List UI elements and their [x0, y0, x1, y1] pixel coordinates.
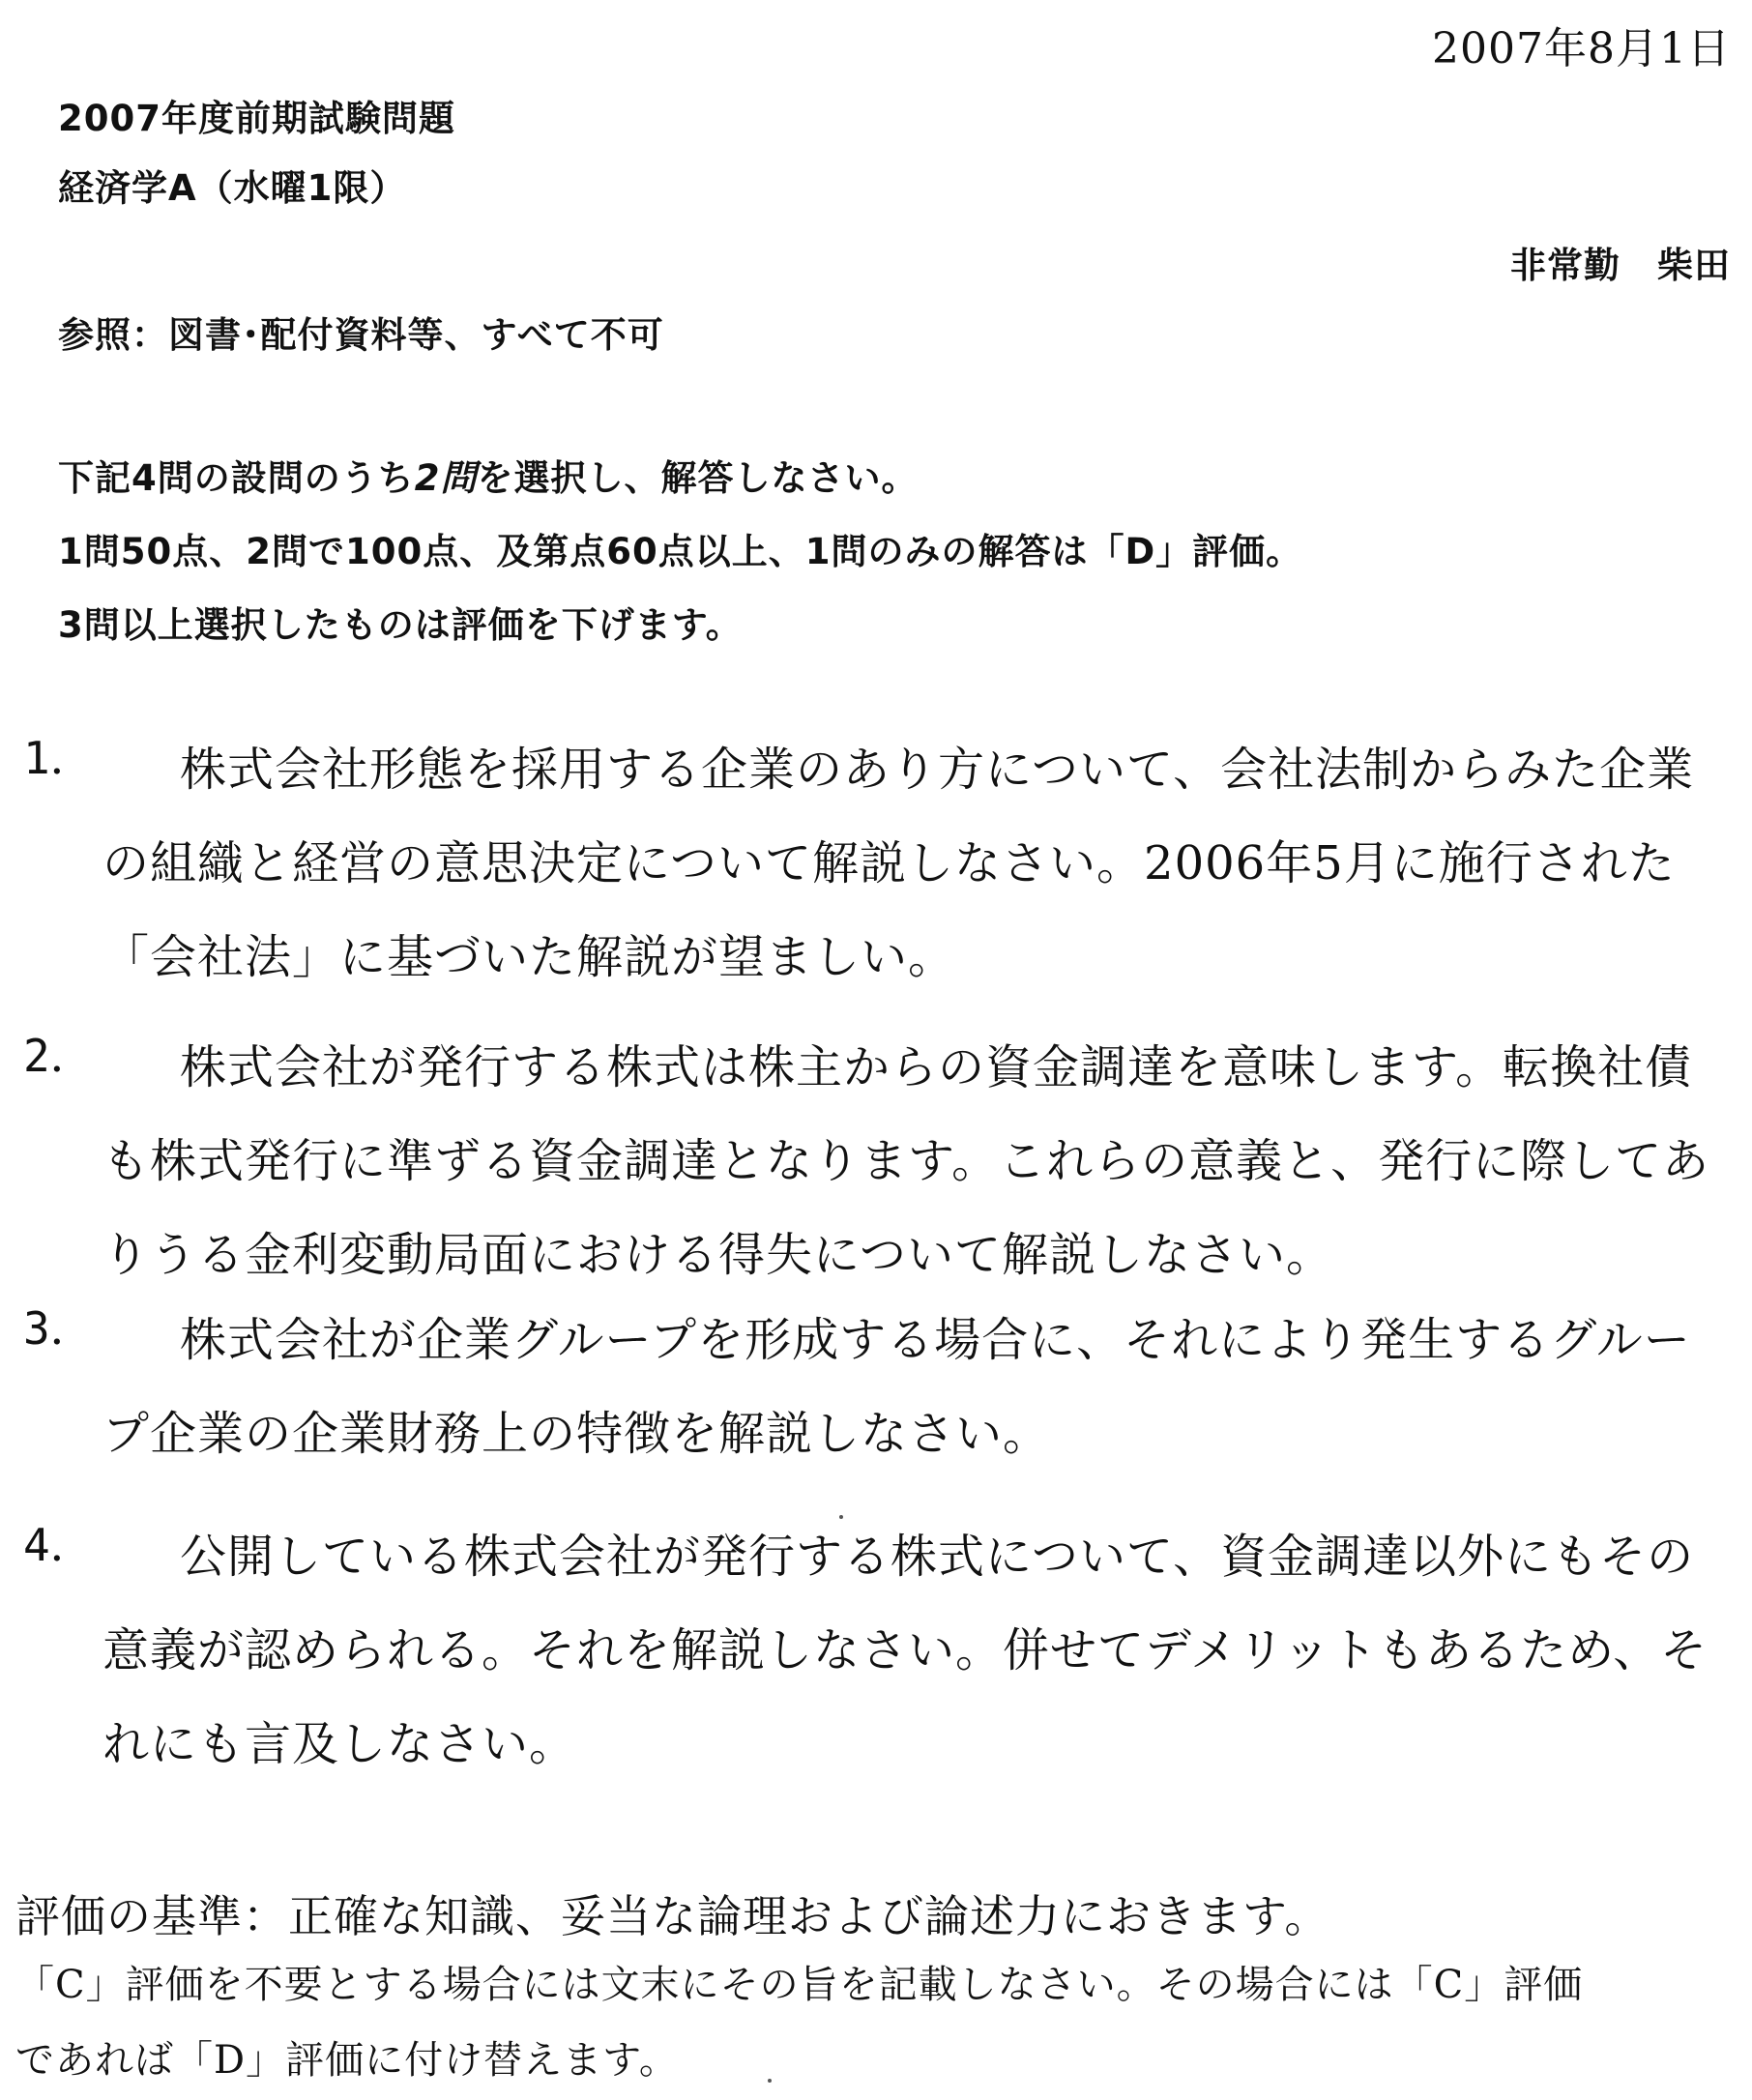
grading-criteria — [15, 1885, 1746, 2098]
criteria-note-line-1: 「C」評価を不要とする場合には文末にその旨を記載しなさい。その場合には「C」評価 — [15, 1963, 1584, 2007]
question-text — [102, 1021, 1737, 1302]
instruction-line-3: 3問以上選択したものは評価を下げます。 — [58, 604, 743, 646]
exam-title: 2007年度前期試験問題 — [58, 98, 455, 139]
question-line: 株式会社が発行する株式は株主からの資金調達を意味します。転換社債 — [180, 1040, 1693, 1094]
reference-rule: 参照：図書･配付資料等、すべて不可 — [58, 314, 664, 356]
question-line: も株式発行に準ずる資金調達となります。これらの意義と、発行に際してあ — [102, 1134, 1710, 1188]
question-number: 3． — [23, 1302, 95, 1355]
question-line: れにも言及しなさい。 — [102, 1717, 577, 1771]
question-line: 意義が認められる。それを解説しなさい。併せてデメリットもあるため、そ — [102, 1623, 1708, 1677]
course-name: 経済学A（水曜1限） — [58, 167, 407, 209]
instruction-line-2: 1問50点、2問で100点、及第点60点以上、1問のみの解答は「D」評価。 — [58, 531, 1303, 572]
question-number: 1． — [23, 732, 95, 784]
question-line: 株式会社形態を採用する企業のあり方について、会社法制からみた企業 — [180, 743, 1695, 797]
instruction-post: を選択し、解答しなさい。 — [477, 457, 919, 499]
question-text — [102, 1294, 1737, 1481]
criteria-note-line-2: であれば「D」評価に付け替えます。 — [15, 2038, 679, 2083]
instruction-emphasis: 2問 — [414, 457, 478, 499]
question-line: 株式会社が企業グループを形成する場合に、それにより発生するグルー — [180, 1313, 1691, 1367]
exam-date: 2007年8月1日 — [1432, 24, 1731, 73]
question-text — [102, 723, 1737, 1005]
scan-speck — [839, 1515, 843, 1519]
scan-speck — [768, 2079, 772, 2083]
question-number: 4． — [23, 1519, 95, 1571]
question-line: プ企業の企業財務上の特徴を解説しなさい。 — [102, 1407, 1051, 1461]
question-line: 公開している株式会社が発行する株式について、資金調達以外にもその — [180, 1530, 1695, 1584]
instructor-name: 非常勤 柴田 — [1510, 245, 1731, 286]
question-line: りうる金利変動局面における得失について解説しなさい。 — [102, 1228, 1334, 1282]
question-line: 「会社法」に基づいた解説が望ましい。 — [102, 930, 956, 984]
question-number: 2． — [23, 1030, 95, 1082]
instruction-line-1 — [58, 449, 919, 501]
instruction-pre: 下記4問の設問のうち — [58, 457, 415, 499]
criteria-title: 評価の基準：正確な知識、妥当な論理および論述力におきます。 — [15, 1890, 1330, 1942]
question-line: の組織と経営の意思決定について解説しなさい。2006年5月に施行された — [102, 836, 1676, 890]
question-text — [102, 1510, 1737, 1792]
